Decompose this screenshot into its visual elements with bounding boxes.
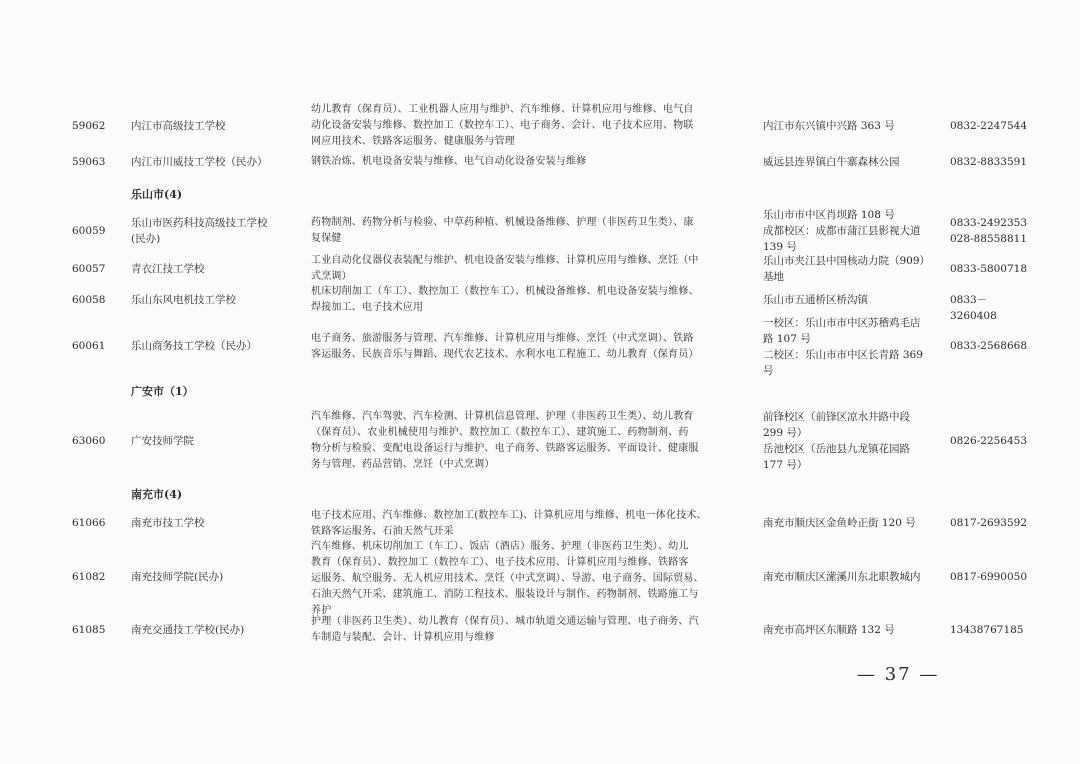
school-majors: 汽车维修、汽车驾驶、汽车检测、计算机信息管理、护理（非医药卫生类）、幼儿教育 （保育员）、农业机械使用与维护、数控加工（数控车工）、建筑施工、药物制剂、药 物分析与检验、变配电设备运行与维护、电子商务、铁路客运服务、平面设计、健康服 务与管理、药品营销、烹饪（中式烹调） bbox=[311, 411, 699, 470]
school-phone: 0833-5800718 bbox=[950, 263, 1028, 275]
school-majors: 电子商务、旅游服务与管理、汽车维修、计算机应用与维修、烹饪（中式烹调）、铁路 客运服务、民族音乐与舞蹈、现代农艺技术、水利水电工程施工、幼儿教育（保育员） bbox=[311, 333, 699, 360]
school-phone: 0817-2693592 bbox=[950, 517, 1028, 529]
school-code: 63060 bbox=[72, 435, 106, 447]
school-name: 南充交通技工学校(民办) bbox=[131, 624, 245, 636]
school-majors: 机床切削加工（车工）、数控加工（数控车工）、机械设备维修、机电设备安装与维修、 焊接加工、电子技术应用 bbox=[311, 286, 699, 313]
school-code: 60059 bbox=[72, 225, 106, 237]
school-address: 乐山市市中区肖坝路 108 号 成都校区：成都市蒲江县影视大道 139 号 bbox=[763, 209, 921, 253]
school-code: 60061 bbox=[72, 340, 106, 352]
school-name: 内江市川威技工学校（民办） bbox=[131, 156, 268, 168]
school-majors: 电子技术应用、汽车维修、数控加工(数控车工)、计算机应用与维修、机电一体化技术、 铁路客运服务、石油天然气开采 bbox=[311, 510, 707, 537]
school-address: 一校区：乐山市市中区苏稽鸡毛店 路 107 号 二校区：乐山市市中区长青路 369 号 bbox=[763, 317, 923, 377]
school-phone: 0832-2247544 bbox=[950, 120, 1028, 132]
school-address: 南充市高坪区东顺路 132 号 bbox=[763, 624, 895, 636]
school-address: 乐山市五通桥区桥沟镇 bbox=[763, 294, 868, 306]
school-name: 青衣江技工学校 bbox=[131, 263, 205, 275]
school-code: 59062 bbox=[72, 120, 106, 132]
school-majors: 汽车维修、机床切削加工（车工）、饭店（酒店）服务、护理（非医药卫生类）、幼儿 教育（保育员）、数控加工（数控车工）、电子技术应用、计算机应用与维修、铁路客 运服务、航空服务、无人机应用技术、烹饪（中式烹调）、导游、电子商务、国际贸易、 石油天然气开采、建筑施工、消防工程技术、服装设计与制作、药物制剂、铁路施工与 养护 bbox=[311, 541, 704, 616]
school-name: 内江市高级技工学校 bbox=[131, 120, 226, 132]
school-code: 61066 bbox=[72, 517, 106, 529]
school-name: 乐山商务技工学校（民办） bbox=[131, 340, 257, 352]
school-name: 南充技师学院(民办) bbox=[131, 571, 224, 583]
school-majors: 钢铁冶炼、机电设备安装与维修、电气自动化设备安装与维修 bbox=[311, 156, 587, 167]
school-phone: 0833-2568668 bbox=[950, 340, 1028, 352]
school-majors: 药物制剂、药物分析与检验、中草药种植、机械设备维修、护理（非医药卫生类）、康 复保健 bbox=[311, 217, 694, 244]
school-code: 60057 bbox=[72, 263, 106, 275]
page-number: — 37 — bbox=[857, 664, 940, 685]
school-phone: 0833－3260408 bbox=[950, 294, 997, 322]
school-address: 南充市顺庆区潆溪川东北职教城内 bbox=[763, 571, 921, 583]
school-name: 广安技师学院 bbox=[131, 435, 194, 447]
school-address: 威远县连界镇白牛寨森林公园 bbox=[763, 156, 900, 168]
region-heading: 南充市(4) bbox=[131, 488, 183, 501]
school-code: 60058 bbox=[72, 294, 106, 306]
school-phone: 0817-6990050 bbox=[950, 571, 1028, 583]
school-name: 乐山东风电机技工学校 bbox=[131, 294, 236, 306]
school-address: 内江市东兴镇中兴路 363 号 bbox=[763, 120, 895, 132]
school-phone: 13438767185 bbox=[950, 624, 1024, 636]
school-code: 59063 bbox=[72, 156, 106, 168]
school-code: 61085 bbox=[72, 624, 106, 636]
school-name: 乐山市医药科技高级技工学校 (民办) bbox=[131, 217, 268, 245]
school-majors: 幼儿教育（保育员）、工业机器人应用与维护、汽车维修、计算机应用与维修、电气自 动化设备安装与维修、数控加工（数控车工）、电子商务、会计、电子技术应用、物联 网应用技术、铁路客运服务、健康服务与管理 bbox=[311, 104, 694, 147]
school-phone: 0832-8833591 bbox=[950, 156, 1028, 168]
school-name: 南充市技工学校 bbox=[131, 517, 205, 529]
school-code: 61082 bbox=[72, 571, 106, 583]
school-phone: 0833-2492353 028-88558811 bbox=[950, 217, 1028, 245]
school-phone: 0826-2256453 bbox=[950, 435, 1028, 447]
region-heading: 广安市（1） bbox=[131, 385, 194, 398]
school-address: 南充市顺庆区金鱼岭正街 120 号 bbox=[763, 517, 916, 529]
school-address: 前锋校区（前锋区凉水井路中段 299 号） 岳池校区（岳池县九龙镇花园路 177 号） bbox=[763, 411, 910, 471]
school-address: 乐山市夹江县中国核动力院（909） 基地 bbox=[763, 255, 931, 283]
school-majors: 护理（非医药卫生类）、幼儿教育（保育员）、城市轨道交通运输与管理、电子商务、汽 车制造与装配、会计、计算机应用与维修 bbox=[311, 616, 699, 643]
region-heading: 乐山市(4) bbox=[131, 188, 183, 201]
school-majors: 工业自动化仪器仪表装配与维护、机电设备安装与维修、计算机应用与维修、烹饪（中 式烹调） bbox=[311, 255, 699, 282]
